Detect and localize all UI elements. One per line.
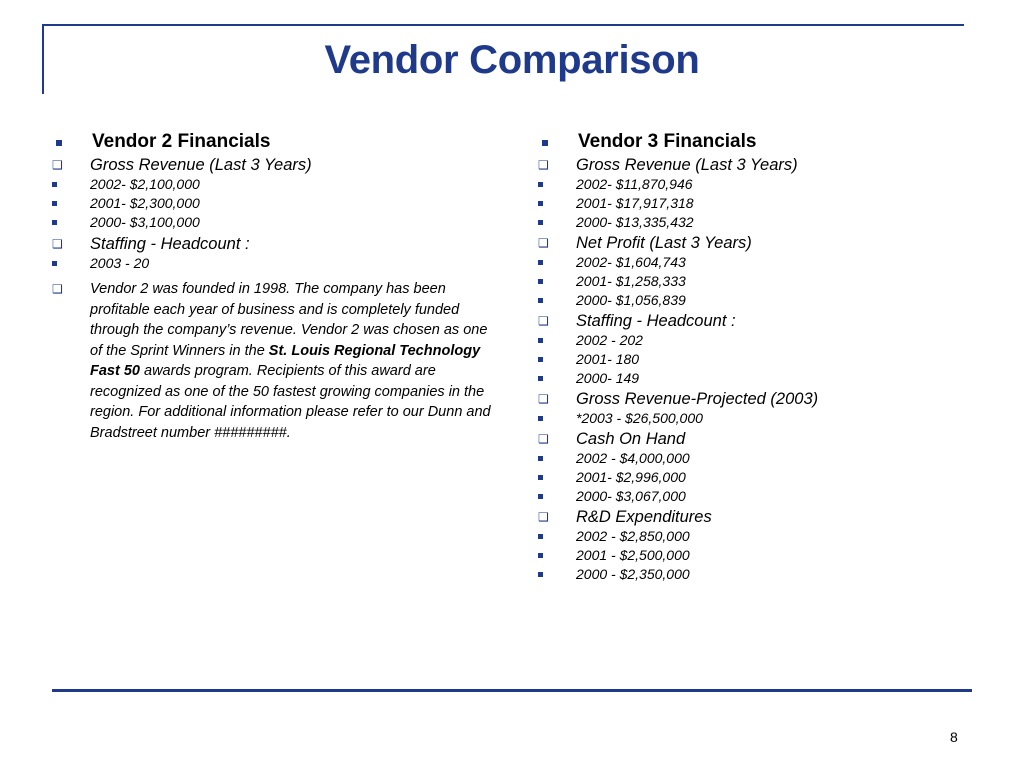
square-bullet-icon [538,201,543,206]
list-item: 2000- $3,067,000 [538,487,978,506]
vendor-3-heading: Vendor 3 Financials [538,130,978,154]
square-bullet-icon [52,201,57,206]
list-item: 2000- $1,056,839 [538,291,978,310]
square-bullet-icon [538,298,543,303]
hollow-square-bullet-icon: ❑ [538,236,549,250]
square-bullet-icon [538,376,543,381]
list-item: 2000- $3,100,000 [52,213,492,232]
square-bullet-icon [52,182,57,187]
square-bullet-icon [538,475,543,480]
list-item: 2001- $1,258,333 [538,272,978,291]
slide-title: Vendor Comparison [324,38,700,82]
list-item: 2000- $13,335,432 [538,213,978,232]
square-bullet-icon [538,494,543,499]
hollow-square-bullet-icon: ❑ [538,314,549,328]
list-item: 2001 - $2,500,000 [538,546,978,565]
square-bullet-icon [538,182,543,187]
list-item: 2002 - 202 [538,331,978,350]
vendor-3-gross-revenue: ❑ Gross Revenue (Last 3 Years) [538,156,798,174]
vendor-3-rd-expenditures: ❑ R&D Expenditures [538,508,712,526]
hollow-square-bullet-icon: ❑ [538,432,549,446]
list-item: 2002- $1,604,743 [538,253,978,272]
vendor-2-column [52,130,492,443]
list-item: 2000- 149 [538,369,978,388]
square-bullet-icon [538,338,543,343]
vendor-3-projected-revenue: ❑ Gross Revenue-Projected (2003) [538,390,819,408]
list-item: 2000 - $2,350,000 [538,565,978,584]
hollow-square-bullet-icon: ❑ [538,392,549,406]
square-bullet-icon [52,220,57,225]
vendor-2-heading: Vendor 2 Financials [52,130,492,154]
vendor-2-gross-revenue: ❑ Gross Revenue (Last 3 Years) [52,156,312,174]
list-item: 2001- $2,996,000 [538,468,978,487]
vendor-2-description: ❑ Vendor 2 was founded in 1998. The company has been profitable each year of business and is completely funded through the company’s revenue. Vendor 2 was chosen as one of the Sprint Winners in the St. Louis Regional Technology Fast 50 awards program. Recipients of this award are recognized as one of the 50 fastest growing companies in the region. For additional information please refer to our Dunn and Bradstreet number #########. [52,281,491,441]
top-border-line [42,24,964,26]
list-item: 2001- $17,917,318 [538,194,978,213]
square-bullet-icon [538,279,543,284]
hollow-square-bullet-icon: ❑ [538,158,549,172]
hollow-square-bullet-icon: ❑ [52,237,63,251]
vendor-3-net-profit: ❑ Net Profit (Last 3 Years) [538,234,752,252]
vendor-3-cash-on-hand: ❑ Cash On Hand [538,430,686,448]
footer-divider [52,689,972,692]
list-item: *2003 - $26,500,000 [538,409,978,428]
vendor-2-staffing: ❑ Staffing - Headcount : [52,235,250,253]
vendor-3-staffing: ❑ Staffing - Headcount : [538,312,736,330]
page-number: 8 [950,729,958,745]
hollow-square-bullet-icon: ❑ [52,158,63,172]
square-bullet-icon [542,140,548,146]
square-bullet-icon [538,534,543,539]
list-item: 2001- 180 [538,350,978,369]
list-item: 2002 - $4,000,000 [538,449,978,468]
square-bullet-icon [538,260,543,265]
list-item: 2002 - $2,850,000 [538,527,978,546]
square-bullet-icon [538,456,543,461]
square-bullet-icon [56,140,62,146]
square-bullet-icon [538,416,543,421]
square-bullet-icon [52,261,57,266]
square-bullet-icon [538,572,543,577]
list-item: 2002- $2,100,000 [52,175,492,194]
vendor-3-column [538,130,978,584]
list-item: 2002- $11,870,946 [538,175,978,194]
hollow-square-bullet-icon: ❑ [538,510,549,524]
hollow-square-bullet-icon: ❑ [52,282,63,296]
list-item: 2001- $2,300,000 [52,194,492,213]
list-item: 2003 - 20 [52,254,492,273]
square-bullet-icon [538,553,543,558]
square-bullet-icon [538,220,543,225]
square-bullet-icon [538,357,543,362]
